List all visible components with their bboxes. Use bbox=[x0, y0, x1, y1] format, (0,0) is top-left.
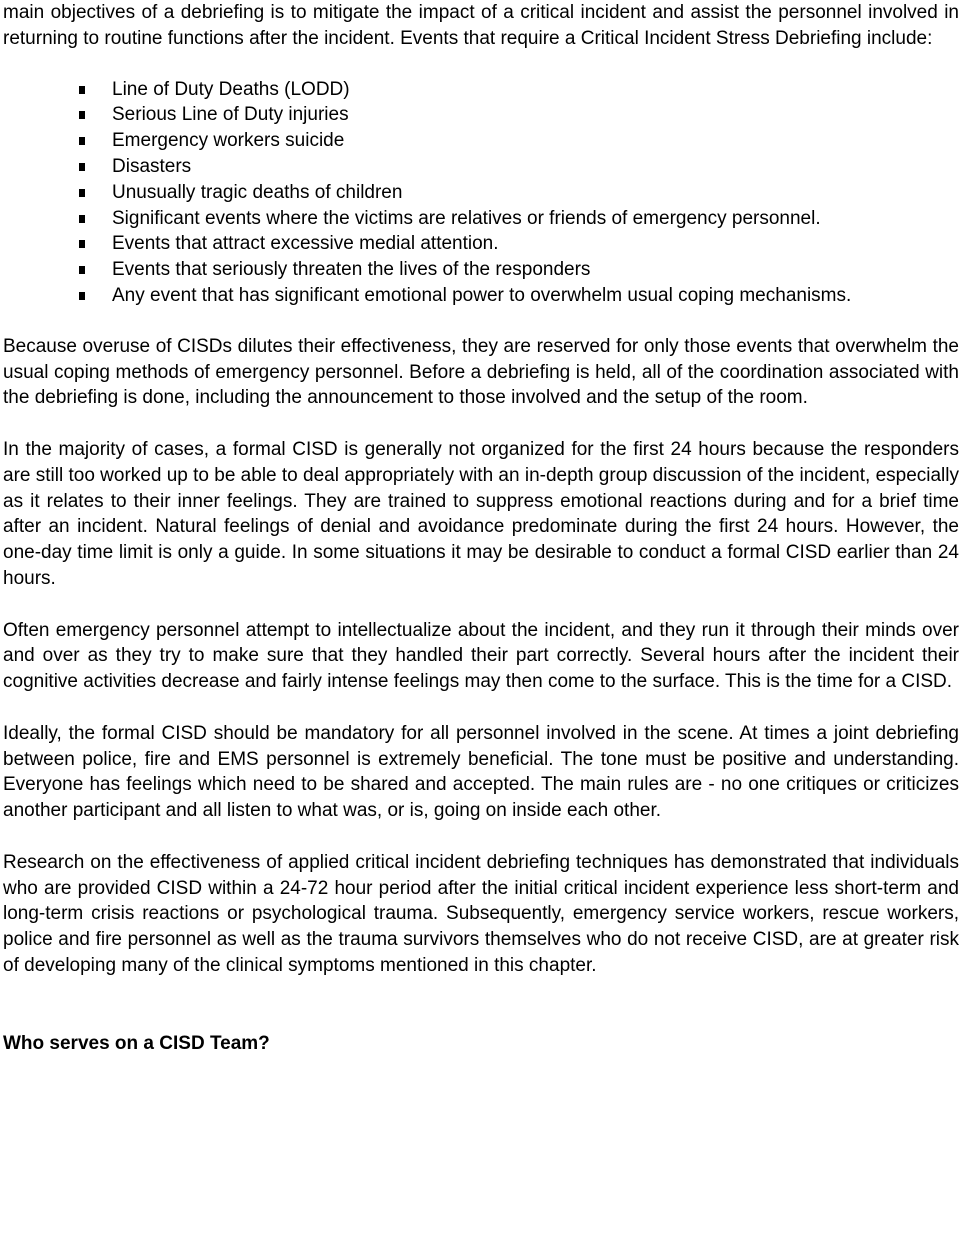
debriefing-events-list bbox=[3, 77, 959, 309]
body-paragraph: Because overuse of CISDs dilutes their effectiveness, they are reserved for only those events that overwhelm the usual coping methods of emergency personnel. Before a debriefing is held, all of the coordination associated with the debriefing is done, including the announcement to those involved and the setup of the room. bbox=[3, 335, 959, 409]
intro-paragraph: main objectives of a debriefing is to mitigate the impact of a critical incident and assist the personnel involved in returning to routine functions after the incident. Events that require a Critical Incident Stress Debriefing include: bbox=[3, 2, 959, 49]
list-item: Line of Duty Deaths (LODD) bbox=[3, 77, 959, 103]
square-bullet-icon bbox=[79, 266, 85, 274]
list-item: Events that seriously threaten the lives of the responders bbox=[3, 257, 959, 283]
list-item: Disasters bbox=[3, 154, 959, 180]
square-bullet-icon bbox=[79, 240, 85, 248]
body-paragraph: Ideally, the formal CISD should be mandatory for all personnel involved in the scene. At times a joint debriefing between police, fire and EMS personnel is extremely beneficial. The tone must be positive and understanding. Everyone has feelings which need to be shared and accepted. The main rules are - no one critiques or criticizes another participant and all listen to what was, or is, going on inside each other. bbox=[3, 722, 959, 822]
square-bullet-icon bbox=[79, 292, 85, 300]
list-item: Significant events where the victims are relatives or friends of emergency personnel. bbox=[3, 206, 959, 232]
square-bullet-icon bbox=[79, 86, 85, 94]
list-item: Emergency workers suicide bbox=[3, 128, 959, 154]
body-paragraph: In the majority of cases, a formal CISD is generally not organized for the first 24 hours because the responders are still too worked up to be able to deal appropriately with an in-depth group discussion of the incident, especially as it relates to their inner feelings. They are trained to suppress emotional reactions during and for a brief time after an incident. Natural feelings of denial and avoidance predominate during the first 24 hours. However, the one-day time limit is only a guide. In some situations it may be desirable to conduct a formal CISD earlier than 24 hours. bbox=[3, 438, 959, 589]
body-paragraph: Often emergency personnel attempt to intellectualize about the incident, and they run it through their minds over and over as they try to make sure that they handled their part correctly. Several hours after the incident their cognitive activities decrease and fairly intense feelings may then come to the surface. This is the time for a CISD. bbox=[3, 619, 959, 693]
square-bullet-icon bbox=[79, 163, 85, 171]
list-item: Any event that has significant emotional power to overwhelm usual coping mechanisms. bbox=[3, 283, 959, 309]
square-bullet-icon bbox=[79, 111, 85, 119]
body-paragraph: Research on the effectiveness of applied critical incident debriefing techniques has demonstrated that individuals who are provided CISD within a 24-72 hour period after the initial critical incident experience less short-term and long-term crisis reactions or psychological trauma. Subsequently, emergency service workers, rescue workers, police and fire personnel as well as the trauma survivors themselves who do not receive CISD, are at greater risk of developing many of the clinical symptoms mentioned in this chapter. bbox=[3, 851, 959, 976]
square-bullet-icon bbox=[79, 189, 85, 197]
list-item: Unusually tragic deaths of children bbox=[3, 180, 959, 206]
section-heading: Who serves on a CISD Team? bbox=[3, 1032, 270, 1054]
square-bullet-icon bbox=[79, 137, 85, 145]
square-bullet-icon bbox=[79, 215, 85, 223]
list-item: Serious Line of Duty injuries bbox=[3, 102, 959, 128]
list-item: Events that attract excessive medial attention. bbox=[3, 231, 959, 257]
